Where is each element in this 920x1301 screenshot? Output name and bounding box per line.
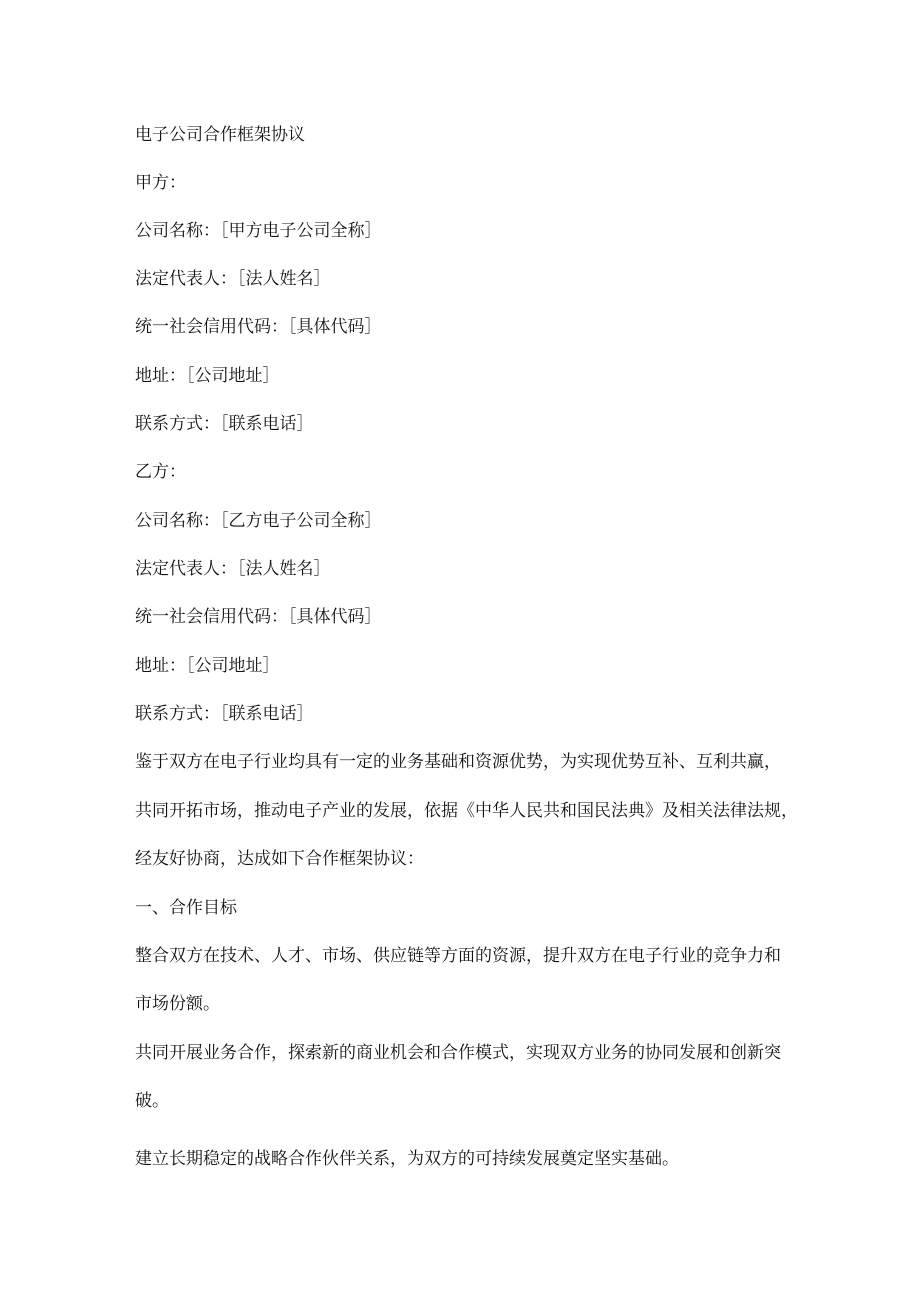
goal-1-line-1: 整合双方在技术、人才、市场、供应链等方面的资源，提升双方在电子行业的竞争力和 <box>135 946 781 966</box>
party-a-contact: 联系方式：［联系电话］ <box>135 414 314 434</box>
party-a-legal-rep: 法定代表人：［法人姓名］ <box>135 269 331 289</box>
party-a-heading: 甲方： <box>135 173 186 193</box>
section-1-heading: 一、合作目标 <box>135 898 237 918</box>
goal-2-line-1: 共同开展业务合作，探索新的商业机会和合作模式，实现双方业务的协同发展和创新突 <box>135 1043 781 1063</box>
goal-2-line-2: 破。 <box>135 1091 169 1111</box>
goal-3-line-1: 建立长期稳定的战略合作伙伴关系，为双方的可持续发展奠定坚实基础。 <box>135 1149 679 1169</box>
party-a-address: 地址：［公司地址］ <box>135 366 280 386</box>
preamble-line-1: 鉴于双方在电子行业均具有一定的业务基础和资源优势，为实现优势互补、互利共赢， <box>135 752 781 772</box>
party-a-company-name: 公司名称：［甲方电子公司全称］ <box>135 221 382 241</box>
party-b-legal-rep: 法定代表人：［法人姓名］ <box>135 559 331 579</box>
party-b-company-name: 公司名称：［乙方电子公司全称］ <box>135 511 382 531</box>
party-b-contact: 联系方式：［联系电话］ <box>135 704 314 724</box>
party-b-credit-code: 统一社会信用代码：［具体代码］ <box>135 607 382 627</box>
document-title: 电子公司合作框架协议 <box>135 125 305 145</box>
preamble-line-3: 经友好协商，达成如下合作框架协议： <box>135 849 424 869</box>
goal-1-line-2: 市场份额。 <box>135 994 220 1014</box>
party-a-credit-code: 统一社会信用代码：［具体代码］ <box>135 317 382 337</box>
party-b-address: 地址：［公司地址］ <box>135 656 280 676</box>
preamble-line-2: 共同开拓市场，推动电子产业的发展，依据《中华人民共和国民法典》及相关法律法规， <box>135 801 798 821</box>
party-b-heading: 乙方： <box>135 462 186 482</box>
